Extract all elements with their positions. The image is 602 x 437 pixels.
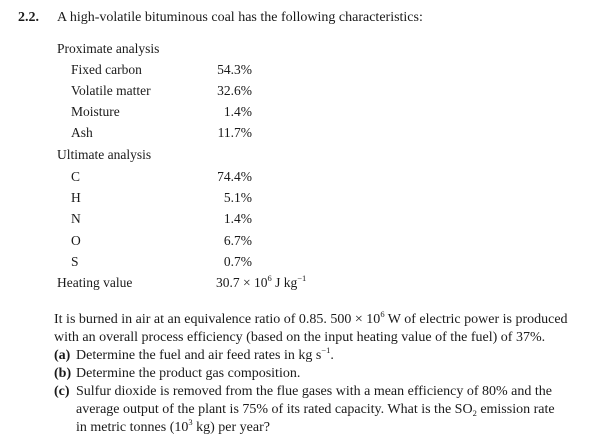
ultimate-label: C [71, 169, 81, 184]
problem-statement [54, 311, 594, 347]
proximate-value: 54.3% [217, 62, 252, 77]
ultimate-value: 74.4% [217, 169, 252, 184]
question-a: (a) Determine the fuel and air feed rates in kg $s^{-1}$. [54, 345, 334, 363]
ultimate-heading: Ultimate analysis [57, 147, 152, 162]
heating-label: Heating value [57, 275, 133, 290]
ultimate-label: H [71, 190, 81, 205]
question-label: (b) [54, 366, 72, 381]
proximate-heading: Proximate analysis [57, 41, 160, 56]
ultimate-label: S [71, 254, 79, 269]
question-label: (c) [54, 384, 70, 399]
ultimate-value: 0.7% [223, 254, 252, 269]
proximate-label: Ash [71, 125, 93, 140]
ultimate-label: N [71, 211, 81, 226]
question-label: (a) [54, 348, 71, 363]
question-b: (b) Determine the product gas composition. [54, 366, 301, 381]
statement-line: It is burned in air at an equivalence ratio of 0.85. $500 \times 10^6$ W of electric power is produced [54, 309, 568, 327]
proximate-label: Fixed carbon [71, 62, 142, 77]
proximate-value: 1.4% [223, 104, 252, 119]
problem-intro: A high-volatile bituminous coal has the following characteristics: [57, 10, 423, 25]
ultimate-value: 1.4% [223, 211, 252, 226]
heating-value: $30.7 \times 10^6$ J $kg^{-1}$ [216, 273, 307, 290]
proximate-label: Moisture [71, 104, 120, 119]
ultimate-label: O [71, 233, 81, 248]
proximate-label: Volatile matter [71, 83, 151, 98]
ultimate-value: 6.7% [223, 233, 252, 248]
ultimate-value: 5.1% [223, 190, 252, 205]
proximate-value: 11.7% [217, 125, 252, 140]
proximate-value: 32.6% [217, 83, 252, 98]
statement-line: with an overall process efficiency (based on the input heating value of the fuel) of 37%. [54, 330, 546, 345]
question-c: (c) Sulfur dioxide is removed from the flue gases with a mean efficiency of 80% and the average output of the plant is 75% of its rated capacity. What is the $SO_2$ emission rate in metric tonnes ($10^3$ kg) per year? [54, 384, 555, 435]
problem-number: 2.2. [18, 10, 39, 25]
